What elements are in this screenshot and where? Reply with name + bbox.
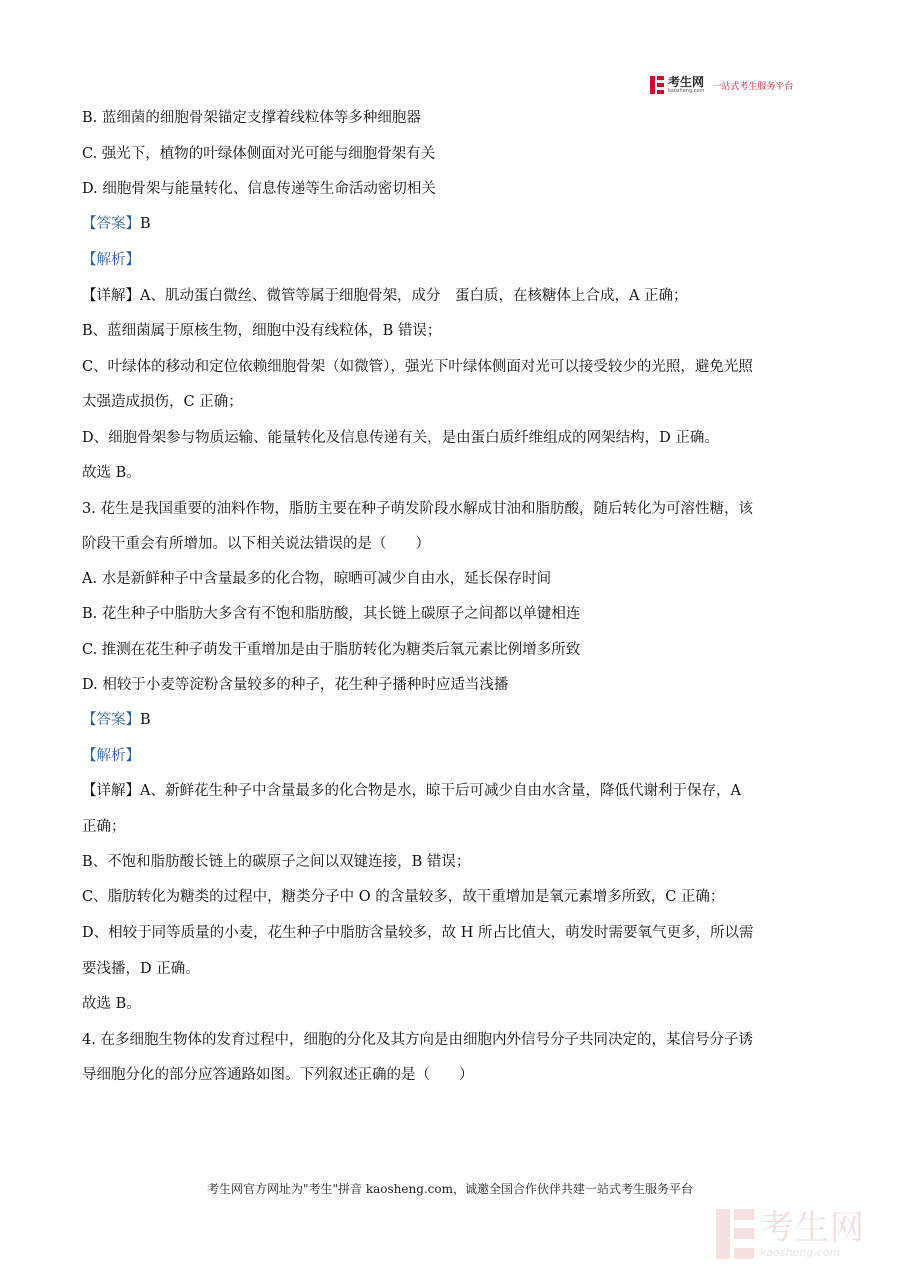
q4-stem-line1: 4. 在多细胞生物体的发育过程中，细胞的分化及其方向是由细胞内外信号分子共同决定的，某信号分子诱 bbox=[82, 1032, 753, 1048]
q2-option-d: D. 细胞骨架与能量转化、信息传递等生命活动密切相关 bbox=[82, 181, 436, 197]
q3-detail-d-line2: 要浅播，D 正确。 bbox=[82, 961, 200, 977]
logo-name: 考生网 bbox=[668, 75, 705, 89]
kaosheng-logo-icon bbox=[650, 76, 664, 94]
logo-domain: kaosheng.com bbox=[668, 88, 705, 94]
q2-option-c: C. 强光下，植物的叶绿体侧面对光可能与细胞骨架有关 bbox=[82, 146, 436, 162]
q2-option-b: B. 蓝细菌的细胞骨架锚定支撑着线粒体等多种细胞器 bbox=[82, 110, 421, 126]
detail-text: A、新鲜花生种子中含量最多的化合物是水，晾干后可减少自由水含量，降低代谢利于保存，A bbox=[140, 783, 741, 799]
q2-analysis-tag: 【解析】 bbox=[82, 252, 140, 268]
answer-value: B bbox=[140, 712, 151, 728]
q2-detail-c-line2: 太强造成损伤，C 正确； bbox=[82, 394, 243, 410]
watermark-domain: kaosheng.com bbox=[760, 1245, 841, 1259]
q3-conclusion: 故选 B。 bbox=[82, 996, 141, 1012]
q3-analysis-tag: 【解析】 bbox=[82, 748, 140, 764]
q2-conclusion: 故选 B。 bbox=[82, 465, 141, 481]
q2-detail-c-line1: C、叶绿体的移动和定位依赖细胞骨架（如微管），强光下叶绿体侧面对光可以接受较少的光照，避免光照 bbox=[82, 359, 753, 375]
answer-tag: 【答案】 bbox=[82, 712, 140, 728]
q3-detail-d-line1: D、相较于同等质量的小麦，花生种子中脂肪含量较多，故 H 所占比值大，萌发时需要氧气更多，所以需 bbox=[82, 925, 754, 941]
footer-watermark bbox=[716, 1206, 865, 1262]
header-logo[interactable] bbox=[650, 74, 793, 96]
q2-detail-d: D、细胞骨架参与物质运输、能量转化及信息传递有关，是由蛋白质纤维组成的网架结构，D 正确。 bbox=[82, 430, 719, 446]
q2-answer bbox=[82, 214, 151, 234]
answer-tag: 【答案】 bbox=[82, 216, 140, 232]
q2-detail-b: B、蓝细菌属于原核生物，细胞中没有线粒体，B 错误； bbox=[82, 323, 442, 339]
q3-answer bbox=[82, 710, 151, 730]
q3-detail-a-line1 bbox=[82, 781, 741, 801]
q4-stem-line2: 导细胞分化的部分应答通路如图。下列叙述正确的是（ ） bbox=[82, 1067, 474, 1083]
detail-text: A、肌动蛋白微丝、微管等属于细胞骨架，成分 蛋白质，在核糖体上合成，A 正确； bbox=[140, 288, 688, 304]
q3-option-c: C. 推测在花生种子萌发干重增加是由于脂肪转化为糖类后氧元素比例增多所致 bbox=[82, 642, 581, 658]
detail-tag: 【详解】 bbox=[82, 783, 140, 799]
q2-detail-a bbox=[82, 286, 688, 306]
q3-stem-line1: 3. 花生是我国重要的油料作物，脂肪主要在种子萌发阶段水解成甘油和脂肪酸，随后转化为可溶性糖，该 bbox=[82, 501, 753, 517]
kaosheng-watermark-icon bbox=[716, 1209, 754, 1259]
q3-detail-b: B、不饱和脂肪酸长链上的碳原子之间以双键连接，B 错误； bbox=[82, 854, 471, 870]
q3-detail-a-line2: 正确； bbox=[82, 819, 126, 835]
q3-detail-c: C、脂肪转化为糖类的过程中，糖类分子中 O 的含量较多，故干重增加是氧元素增多所致，C 正确； bbox=[82, 889, 725, 905]
q3-option-b: B. 花生种子中脂肪大多含有不饱和脂肪酸，其长链上碳原子之间都以单键相连 bbox=[82, 606, 581, 622]
q3-stem-line2: 阶段干重会有所增加。以下相关说法错误的是（ ） bbox=[82, 536, 430, 552]
q3-option-d: D. 相较于小麦等淀粉含量较多的种子，花生种子播种时应适当浅播 bbox=[82, 677, 509, 693]
footer-text: 考生网官方网址为"考生"拼音 kaosheng.com，诚邀全国合作伙伴共建一站式考生服务平台 bbox=[206, 1182, 694, 1196]
q3-option-a: A. 水是新鲜种子中含量最多的化合物，晾晒可减少自由水，延长保存时间 bbox=[82, 571, 552, 587]
answer-value: B bbox=[140, 216, 151, 232]
logo-slogan: 一站式考生服务平台 bbox=[712, 81, 794, 92]
watermark-name: 考生网 bbox=[760, 1207, 865, 1248]
detail-tag: 【详解】 bbox=[82, 288, 140, 304]
